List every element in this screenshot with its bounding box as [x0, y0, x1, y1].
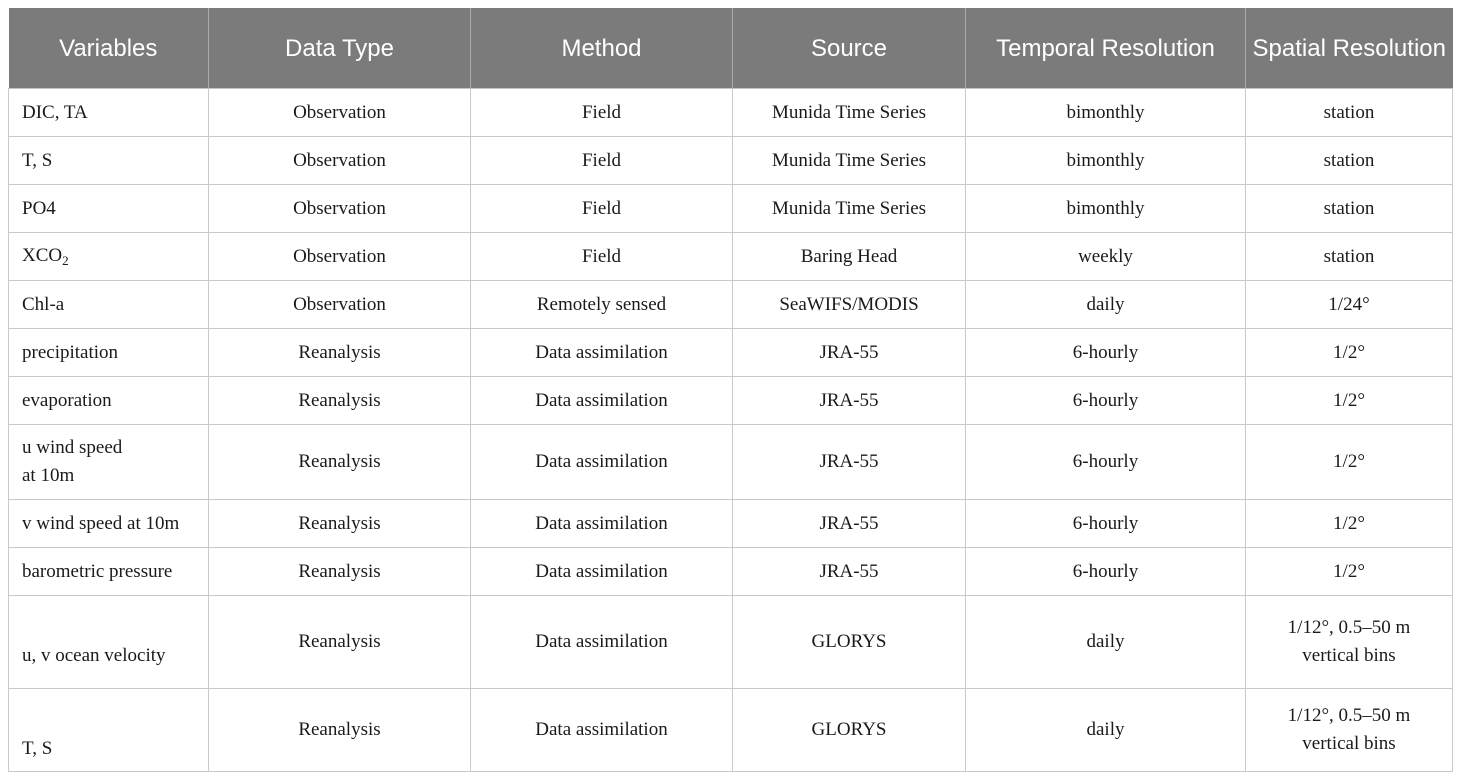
cell-variable: u, v ocean velocity	[9, 596, 209, 689]
cell-variable: evaporation	[9, 377, 209, 425]
cell-variable: PO4	[9, 185, 209, 233]
data-sources-table	[8, 8, 1453, 772]
cell-variable: T, S	[9, 137, 209, 185]
cell-data-type: Observation	[209, 137, 471, 185]
table-row	[9, 185, 1453, 233]
table-row	[9, 281, 1453, 329]
cell-temporal: daily	[966, 689, 1246, 772]
cell-variable: Chl-a	[9, 281, 209, 329]
cell-data-type: Reanalysis	[209, 500, 471, 548]
cell-data-type: Reanalysis	[209, 596, 471, 689]
cell-method: Data assimilation	[471, 377, 733, 425]
table-row	[9, 329, 1453, 377]
cell-source: GLORYS	[733, 689, 966, 772]
spatial-line: 1/12°, 0.5–50 m	[1287, 705, 1411, 726]
cell-spatial: station	[1246, 233, 1453, 281]
cell-data-type: Observation	[209, 233, 471, 281]
cell-temporal: 6-hourly	[966, 500, 1246, 548]
spatial-line: vertical bins	[1302, 645, 1396, 666]
variable-subscript: 2	[62, 253, 69, 268]
cell-spatial: 1/2°	[1246, 329, 1453, 377]
cell-source: Munida Time Series	[733, 89, 966, 137]
variable-text: XCO	[22, 245, 63, 266]
cell-source: SeaWIFS/MODIS	[733, 281, 966, 329]
header-data-type: Data Type	[209, 8, 471, 89]
cell-method: Data assimilation	[471, 329, 733, 377]
cell-spatial: 1/2°	[1246, 500, 1453, 548]
cell-temporal: 6-hourly	[966, 425, 1246, 500]
table-row	[9, 233, 1453, 281]
cell-variable: precipitation	[9, 329, 209, 377]
cell-temporal: bimonthly	[966, 137, 1246, 185]
cell-data-type: Reanalysis	[209, 425, 471, 500]
cell-variable: T, S	[9, 689, 209, 772]
cell-spatial: station	[1246, 185, 1453, 233]
header-row	[9, 8, 1453, 89]
cell-method: Data assimilation	[471, 425, 733, 500]
cell-spatial: station	[1246, 89, 1453, 137]
cell-data-type: Observation	[209, 185, 471, 233]
cell-source: JRA-55	[733, 548, 966, 596]
cell-temporal: bimonthly	[966, 89, 1246, 137]
cell-spatial	[1246, 596, 1453, 689]
cell-source: JRA-55	[733, 425, 966, 500]
cell-spatial: 1/2°	[1246, 425, 1453, 500]
cell-spatial: station	[1246, 137, 1453, 185]
cell-data-type: Reanalysis	[209, 329, 471, 377]
cell-variable	[9, 425, 209, 500]
table-row	[9, 596, 1453, 689]
cell-variable: barometric pressure	[9, 548, 209, 596]
header-temporal-resolution: Temporal Resolution	[966, 8, 1246, 89]
cell-source: JRA-55	[733, 377, 966, 425]
cell-data-type: Observation	[209, 89, 471, 137]
cell-temporal: weekly	[966, 233, 1246, 281]
header-source: Source	[733, 8, 966, 89]
cell-method: Data assimilation	[471, 548, 733, 596]
cell-source: Munida Time Series	[733, 185, 966, 233]
table-row	[9, 425, 1453, 500]
cell-source: GLORYS	[733, 596, 966, 689]
table-row	[9, 137, 1453, 185]
table-row	[9, 89, 1453, 137]
cell-source: Baring Head	[733, 233, 966, 281]
cell-method: Data assimilation	[471, 596, 733, 689]
cell-spatial	[1246, 689, 1453, 772]
cell-source: Munida Time Series	[733, 137, 966, 185]
variable-line: at 10m	[22, 465, 75, 486]
cell-data-type: Observation	[209, 281, 471, 329]
header-method: Method	[471, 8, 733, 89]
cell-temporal: bimonthly	[966, 185, 1246, 233]
cell-method: Data assimilation	[471, 689, 733, 772]
cell-spatial: 1/2°	[1246, 548, 1453, 596]
cell-data-type: Reanalysis	[209, 689, 471, 772]
header-variables: Variables	[9, 8, 209, 89]
cell-temporal: daily	[966, 596, 1246, 689]
cell-method: Field	[471, 137, 733, 185]
cell-variable: v wind speed at 10m	[9, 500, 209, 548]
cell-data-type: Reanalysis	[209, 548, 471, 596]
variable-line: u wind speed	[22, 437, 123, 458]
cell-method: Field	[471, 89, 733, 137]
cell-variable: DIC, TA	[9, 89, 209, 137]
table-row	[9, 377, 1453, 425]
cell-method: Field	[471, 185, 733, 233]
cell-source: JRA-55	[733, 500, 966, 548]
spatial-line: 1/12°, 0.5–50 m	[1287, 617, 1411, 638]
cell-method: Field	[471, 233, 733, 281]
cell-data-type: Reanalysis	[209, 377, 471, 425]
cell-method: Data assimilation	[471, 500, 733, 548]
table-row	[9, 548, 1453, 596]
cell-spatial: 1/24°	[1246, 281, 1453, 329]
cell-method: Remotely sensed	[471, 281, 733, 329]
cell-temporal: 6-hourly	[966, 548, 1246, 596]
header-spatial-resolution: Spatial Resolution	[1246, 8, 1453, 89]
cell-source: JRA-55	[733, 329, 966, 377]
cell-temporal: daily	[966, 281, 1246, 329]
spatial-line: vertical bins	[1302, 733, 1396, 754]
cell-spatial: 1/2°	[1246, 377, 1453, 425]
cell-variable	[9, 233, 209, 281]
cell-temporal: 6-hourly	[966, 329, 1246, 377]
table-row	[9, 500, 1453, 548]
cell-temporal: 6-hourly	[966, 377, 1246, 425]
table-row	[9, 689, 1453, 772]
